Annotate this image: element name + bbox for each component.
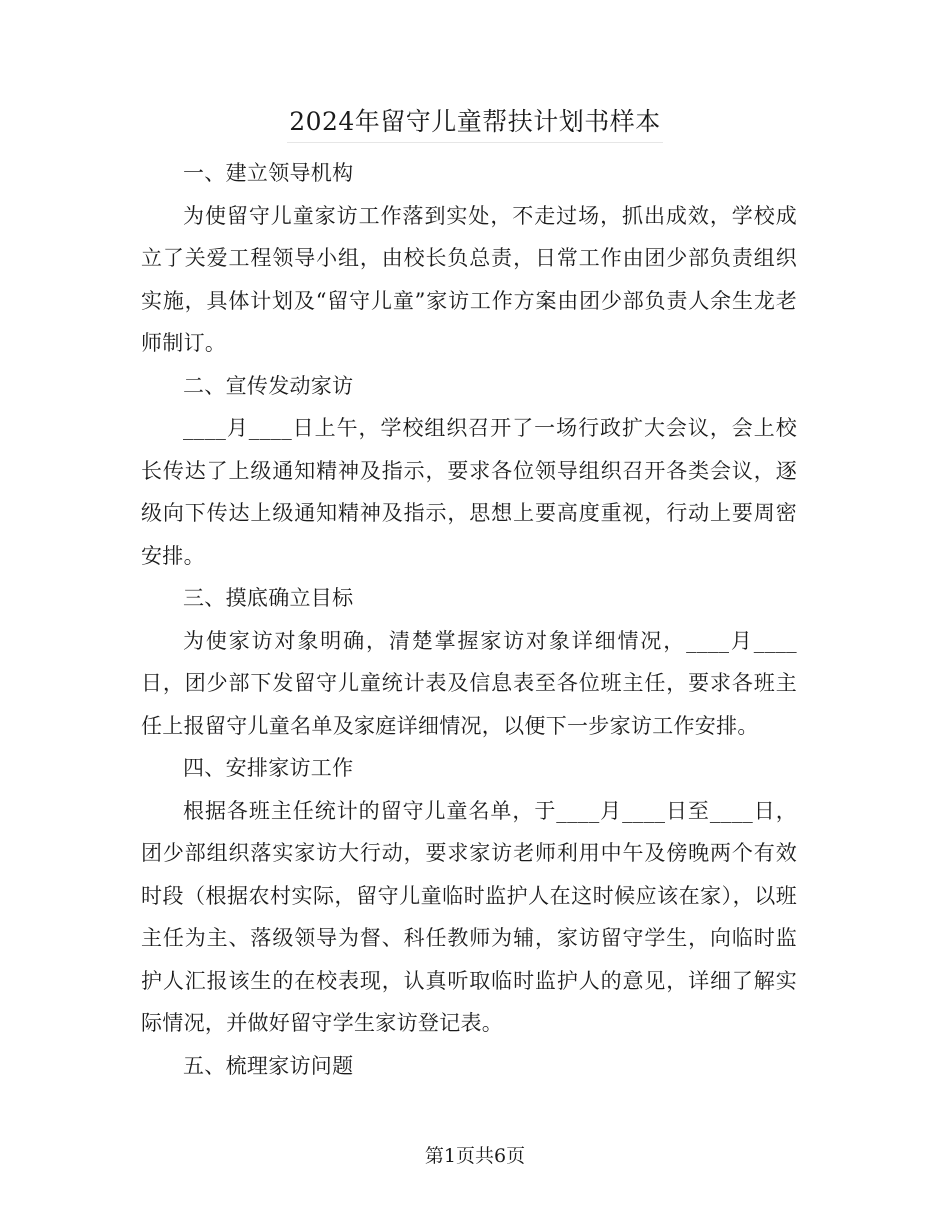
paragraph: 为使家访对象明确，清楚掌握家访对象详细情况，____月____日，团少部下发留守儿童统计表及信息表至各位班主任，要求各班主任上报留守儿童名单及家庭详细情况，以便下一步家访工作安排。	[141, 628, 797, 738]
paragraph: 根据各班主任统计的留守儿童名单，于____月____日至____日，团少部组织落实家访大行动，要求家访老师利用中午及傍晚两个有效时段（根据农村实际，留守儿童临时监护人在这时候应该在家），以班主任为主、落级领导为督、科任教师为辅，家访留守学生，向临时监护人汇报该生的在校表现，认真听取临时监护人的意见，详细了解实际情况，并做好留守学生家访登记表。	[141, 798, 797, 1035]
section-heading: 三、摸底确立目标	[183, 586, 354, 610]
document-title	[0, 104, 950, 143]
section-heading: 二、宣传发动家访	[183, 373, 354, 398]
section-heading: 一、建立领导机构	[183, 161, 354, 185]
document-title-text: 2024年留守儿童帮扶计划书样本	[287, 104, 663, 143]
paragraph: 为使留守儿童家访工作落到实处，不走过场，抓出成效，学校成立了关爱工程领导小组，由校长负总责，日常工作由团少部负责组织实施，具体计划及“留守儿童”家访工作方案由团少部负责人余生龙老师制订。	[141, 203, 797, 355]
section-heading: 四、安排家访工作	[183, 756, 354, 780]
section-heading: 五、梳理家访问题	[183, 1053, 354, 1078]
paragraph: ____月____日上午，学校组织召开了一场行政扩大会议，会上校长传达了上级通知精神及指示，要求各位领导组织召开各类会议，逐级向下传达上级通知精神及指示，思想上要高度重视，行动上要周密安排。	[141, 416, 797, 568]
document-body	[141, 152, 797, 1087]
page-number-footer: 第1页共6页	[424, 1145, 526, 1167]
